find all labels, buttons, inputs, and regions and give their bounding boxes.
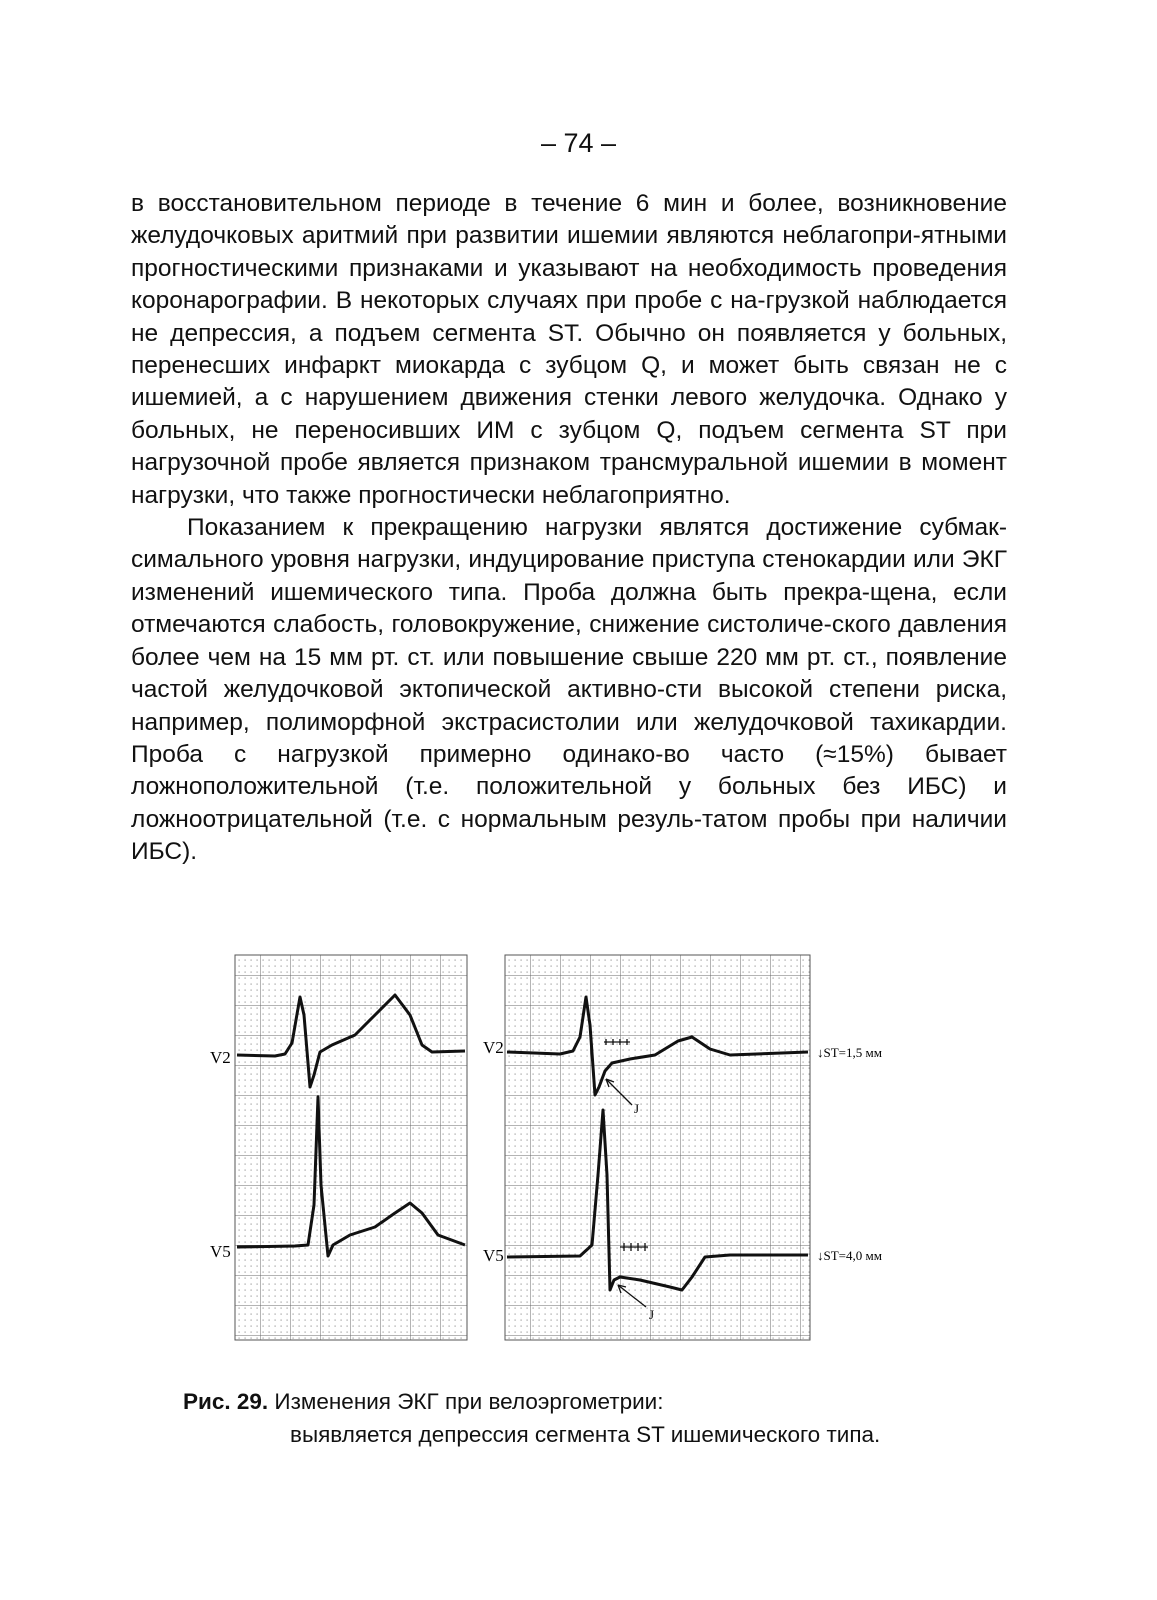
caption-label: Рис. 29. <box>183 1389 269 1414</box>
figure-caption <box>183 1385 880 1451</box>
j-label-v5: J <box>649 1307 655 1322</box>
st-depression-label-v2: ↓ST=1,5 мм <box>817 1045 882 1060</box>
paragraph-1: в восстановительном периоде в течение 6 мин и более, возникновение желудочковых аритмий при развитии ишемии являются неблагопри-ятными прогностическими признаками и указывают на необходимость проведения коронарографии. В некоторых случаях при пробе с на-грузкой наблюдается не депрессия, а подъем сегмента ST. Обычно он появляется у больных, перенесших инфаркт миокарда с зубцом Q, и может быть связан не с ишемией, а с нарушением движения стенки левого желудочка. Однако у больных, не переносивших ИМ с зубцом Q, подъем сегмента ST при нагрузочной пробе является признаком трансмуральной ишемии в момент нагрузки, что также прогностически неблагоприятно. <box>131 190 1007 509</box>
ecg-grid-exercise <box>505 955 810 1340</box>
caption-line-2: выявляется депрессия сегмента ST ишемического типа. <box>290 1422 881 1447</box>
st-depression-label-v5: ↓ST=4,0 мм <box>817 1248 882 1263</box>
lead-label-v5-left: V5 <box>210 1242 231 1261</box>
body-text <box>131 188 1007 869</box>
lead-label-v2-right: V2 <box>483 1038 504 1057</box>
lead-label-v2-left: V2 <box>210 1048 231 1067</box>
lead-label-v5-right: V5 <box>483 1246 504 1265</box>
page-number: – 74 – <box>540 128 617 158</box>
ecg-grid-rest <box>235 955 467 1340</box>
j-label-v2: J <box>634 1101 640 1116</box>
caption-line-1: Изменения ЭКГ при велоэргометрии: <box>274 1389 664 1414</box>
ecg-figure <box>200 945 940 1345</box>
paragraph-2: Показанием к прекращению нагрузки являтся достижение субмак-симального уровня нагрузки, индуцирование приступа стенокардии или ЭКГ изменений ишемического типа. Проба должна быть прекра-щена, если отмечаются слабость, головокружение, снижение систоличе-ского давления более чем на 15 мм рт. ст. или повышение свыше 220 мм рт. ст., появление частой желудочковой эктопической активно-сти высокой степени риска, например, полиморфной экстрасистолии или желудочковой тахикардии. Проба с нагрузкой примерно одинако-во часто (≈15%) бывает ложноположительной (т.е. положительной у больных без ИБС) и ложноотрицательной (т.е. с нормальным резуль-татом пробы при наличии ИБС). <box>131 514 1007 866</box>
